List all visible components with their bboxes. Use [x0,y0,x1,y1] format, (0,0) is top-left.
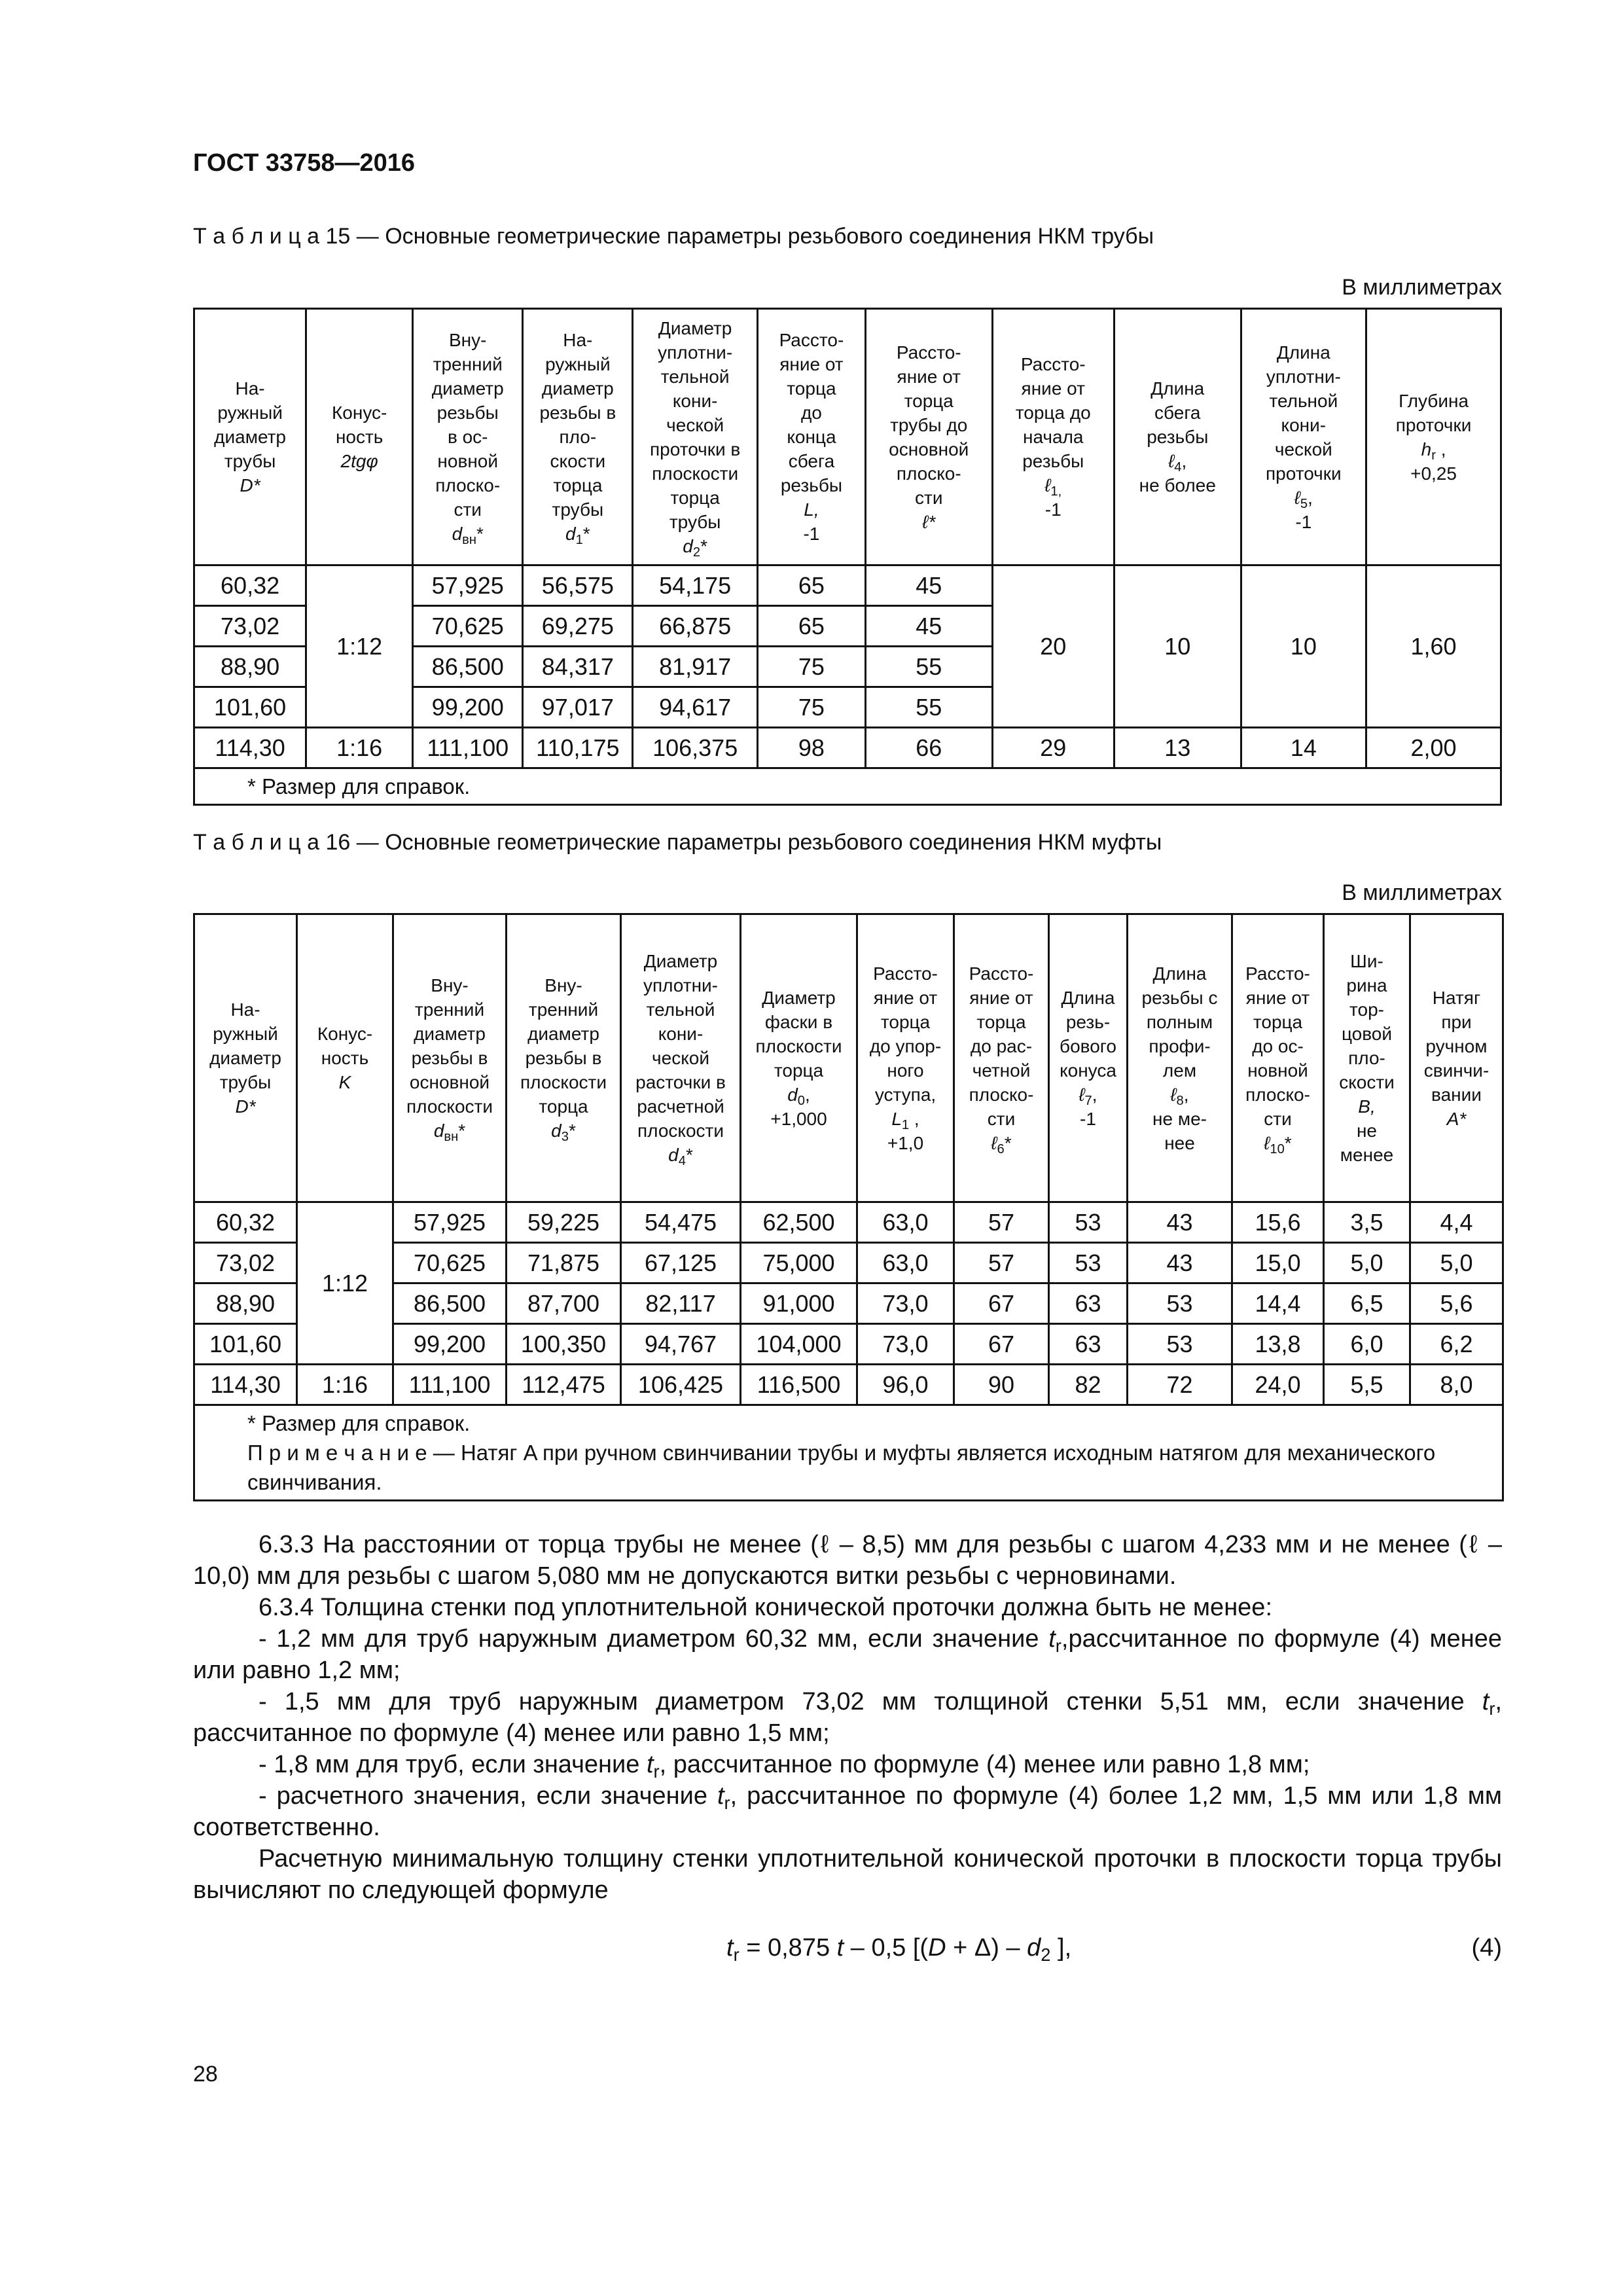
t16-cell: 82 [1049,1365,1128,1405]
formula-4: $t_r = 0,875$ t – 0,5 [$(D + \Delta) - d_2$ ], [726,1934,1072,1965]
t15-cell-l4-merged: 10 [1114,565,1241,728]
t16-cell: 5,0 [1324,1243,1410,1283]
table16-caption-text: 16 — Основные геометрические параметры резьбового соединения НКМ муфты [319,830,1162,855]
t15-cell-l1-merged: 20 [992,565,1114,728]
t16-h-outer-diameter: На- ружный диаметр трубы D* [194,914,297,1202]
t15-h-seal-diameter: Диаметр уплотни- тельной кони- ческой проточки в плоскости торца трубы $d_2*$ [633,309,758,565]
table15-caption-lead: Т а б л и ц а [193,224,320,249]
table16-note-row [194,1405,1503,1501]
t16-cell: 82,117 [621,1283,741,1324]
t16-h-cone-length-l7: Длина резь- бового конуса ℓ$_7$, -1 [1049,914,1128,1202]
table16-note-remark [247,1438,1495,1497]
body-text [193,1529,1502,1906]
t16-cell: 111,100 [393,1365,507,1405]
t16-h-distance-l6: Рассто- яние от торца до рас- четной плоско- сти ℓ$_6$* [954,914,1049,1202]
t15-cell: 84,317 [523,647,633,687]
t15-cell-taper-merged: 1:12 [306,565,413,728]
table16-caption [193,830,1162,855]
t15-cell: 86,500 [413,647,523,687]
t15-cell: 29 [992,728,1114,768]
table16-notes [194,1405,1503,1501]
t16-h-face-width-B: Ши- рина тор- цовой пло- скости B, не менее [1324,914,1410,1202]
t16-cell: 53 [1128,1283,1232,1324]
table15-caption-text: 15 — Основные геометрические параметры резьбового соединения НКМ трубы [319,224,1154,249]
t16-cell: 5,6 [1410,1283,1503,1324]
table15-note: * Размер для справок. [194,768,1501,805]
t15-cell: 70,625 [413,606,523,647]
table15-units: В миллиметрах [1342,275,1502,300]
t15-cell: 65 [757,606,865,647]
t16-cell: 116,500 [741,1365,857,1405]
t16-cell: 67 [954,1283,1049,1324]
table16-note-lead: П р и м е ч а н и е [247,1441,427,1465]
t16-cell: 24,0 [1232,1365,1324,1405]
t16-cell: 73,02 [194,1243,297,1283]
t16-h-makeup-A: Натяг при ручном свинчи- вании A* [1410,914,1503,1202]
t16-cell: 94,767 [621,1324,741,1365]
t15-h-outer-thread-diameter: На- ружный диаметр резьбы в пло- скости торца трубы $d_1*$ [523,309,633,565]
t15-h-distance-L: Рассто- яние от торца до конца сбега резьбы L, -1 [757,309,865,565]
t16-cell: 57,925 [393,1202,507,1243]
list-item: - 1,2 мм для труб наружным диаметром 60,32 мм, если значение $t_r,рассчитанное$ по формуле (4) менее или равно 1,2 мм; [193,1625,1502,1684]
t16-h-inner-diameter: Вну- тренний диаметр резьбы в основной плоскости $d_{вн}*$ [393,914,507,1202]
document-title: ГОСТ 33758—2016 [193,149,416,177]
t16-cell: 57 [954,1243,1049,1283]
t16-cell: 90 [954,1365,1049,1405]
t15-h-outer-diameter: На- ружный диаметр трубы D* [194,309,306,565]
t15-cell: 54,175 [633,565,758,606]
t16-cell: 53 [1049,1202,1128,1243]
t16-cell: 43 [1128,1243,1232,1283]
paragraph-6-3-4: 6.3.4 Толщина стенки под уплотнительной конической проточки должна быть не менее: [259,1594,1273,1621]
t15-h-seal-length-l5: Длина уплотни- тельной кони- ческой проточки ℓ$_5$, -1 [1241,309,1366,565]
t16-cell: 6,5 [1324,1283,1410,1324]
t15-cell: 57,925 [413,565,523,606]
t16-cell: 63 [1049,1324,1128,1365]
table16-units: В миллиметрах [1342,880,1502,905]
t15-cell-l5-merged: 10 [1241,565,1366,728]
t15-h-distance-l1: Рассто- яние от торца до начала резьбы ℓ$_{1,}$ -1 [992,309,1114,565]
t15-cell: 55 [865,687,992,728]
t16-cell: 57 [954,1202,1049,1243]
t16-cell: 53 [1128,1324,1232,1365]
t15-cell: 97,017 [523,687,633,728]
table16-header-row [194,914,1503,1202]
t15-h-groove-depth-hr: Глубина проточки $h_r$ , +0,25 [1366,309,1501,565]
t16-cell-taper-merged: 1:12 [297,1202,393,1365]
t15-cell: 88,90 [194,647,306,687]
t15-cell: 45 [865,565,992,606]
t16-h-inner-end-diameter: Вну- тренний диаметр резьбы в плоскости торца $d_3*$ [507,914,621,1202]
list-item: - 1,8 мм для труб, если значение $t_r$, рассчитанное по формуле (4) менее или равно 1,8 мм; [259,1751,1310,1782]
t16-cell: 101,60 [194,1324,297,1365]
t16-h-chamfer-diameter: Диаметр фаски в плоскости торца $d_0$, +1,000 [741,914,857,1202]
t16-cell: 67 [954,1324,1049,1365]
t15-cell: 66 [865,728,992,768]
t16-cell: 72 [1128,1365,1232,1405]
t16-cell: 112,475 [507,1365,621,1405]
t16-cell: 4,4 [1410,1202,1503,1243]
t16-cell: 100,350 [507,1324,621,1365]
t16-cell: 3,5 [1324,1202,1410,1243]
t15-h-runout-l4: Длина сбега резьбы ℓ$_4$, не более [1114,309,1241,565]
t16-cell: 15,0 [1232,1243,1324,1283]
t15-cell: 99,200 [413,687,523,728]
t15-cell: 106,375 [633,728,758,768]
t15-cell: 101,60 [194,687,306,728]
t16-h-bore-diameter: Диаметр уплотни- тельной кони- ческой расточки в расчетной плоскости $d_4*$ [621,914,741,1202]
t15-cell: 13 [1114,728,1241,768]
t16-cell: 5,5 [1324,1365,1410,1405]
t16-h-taper: Конус- ность K [297,914,393,1202]
list-item: - расчетного значения, если значение $t_r$, рассчитанное по формуле (4) более 1,2 мм, 1,5 мм или 1,8 мм соответственно. [193,1782,1503,1841]
t16-cell: 67,125 [621,1243,741,1283]
t15-cell: 1:16 [306,728,413,768]
t16-cell: 104,000 [741,1324,857,1365]
t15-cell: 56,575 [523,565,633,606]
t15-cell: 60,32 [194,565,306,606]
t16-cell: 73,0 [857,1324,954,1365]
table-row [194,1365,1503,1405]
t16-cell: 63,0 [857,1243,954,1283]
t16-cell: 43 [1128,1202,1232,1243]
table-row [194,728,1501,768]
t16-h-distance-L1: Рассто- яние от торца до упор- ного уступа, $L_1$ , +1,0 [857,914,954,1202]
t15-cell: 110,175 [523,728,633,768]
t16-cell: 87,700 [507,1283,621,1324]
table16-caption-lead: Т а б л и ц а [193,830,320,855]
t15-cell: 66,875 [633,606,758,647]
t16-cell: 75,000 [741,1243,857,1283]
table15-caption [193,224,1154,249]
table15-note-row [194,768,1501,805]
table-row [194,565,1501,606]
t16-h-distance-l10: Рассто- яние от торца до ос- новной плоско- сти ℓ$_{10}$* [1232,914,1324,1202]
t15-cell: 14 [1241,728,1366,768]
t16-cell: 8,0 [1410,1365,1503,1405]
table-row [194,1202,1503,1243]
t16-cell: 6,0 [1324,1324,1410,1365]
t15-cell: 55 [865,647,992,687]
t15-cell: 98 [757,728,865,768]
list-item: - 1,5 мм для труб наружным диаметром 73,02 мм толщиной стенки 5,51 мм, если значение $t_r$, рассчитанное по формуле (4) менее или равно 1,5 мм; [193,1688,1502,1747]
t15-cell: 2,00 [1366,728,1501,768]
table15 [193,308,1502,806]
t15-cell: 45 [865,606,992,647]
t16-cell: 13,8 [1232,1324,1324,1365]
t15-cell: 114,30 [194,728,306,768]
t16-cell: 60,32 [194,1202,297,1243]
t15-cell: 111,100 [413,728,523,768]
t15-h-distance-l: Рассто- яние от торца трубы до основной плоско- сти ℓ* [865,309,992,565]
t16-cell: 63 [1049,1283,1128,1324]
table15-header-row [194,309,1501,565]
table16 [193,913,1504,1501]
t16-cell: 63,0 [857,1202,954,1243]
t15-h-taper: Конус- ность 2tgφ [306,309,413,565]
t15-cell: 69,275 [523,606,633,647]
t16-cell: 14,4 [1232,1283,1324,1324]
t16-cell: 114,30 [194,1365,297,1405]
t15-cell: 73,02 [194,606,306,647]
t15-cell-hr-merged: 1,60 [1366,565,1501,728]
page-number: 28 [193,2062,218,2087]
t15-cell: 75 [757,647,865,687]
t16-cell: 86,500 [393,1283,507,1324]
t16-cell: 59,225 [507,1202,621,1243]
t15-cell: 75 [757,687,865,728]
t16-cell: 88,90 [194,1283,297,1324]
paragraph-6-3-3: 6.3.3 На расстоянии от торца трубы не менее (ℓ – 8,5) мм для резьбы с шагом 4,233 мм и не менее (ℓ – 10,0) мм для резьбы с шагом 5,080 мм не допускаются витки резьбы с черновинами. [193,1531,1502,1590]
t16-cell: 54,475 [621,1202,741,1243]
t15-cell: 94,617 [633,687,758,728]
t16-cell: 1:16 [297,1365,393,1405]
table16-note-text: — Натяг A при ручном свинчивании трубы и муфты является исходным натягом для механического свинчивания. [247,1441,1436,1494]
t15-cell: 65 [757,565,865,606]
paragraph-formula-intro: Расчетную минимальную толщину стенки уплотнительной конической проточки в плоскости торца трубы вычисляют по следующей формуле [193,1845,1502,1904]
t16-cell: 5,0 [1410,1243,1503,1283]
t16-cell: 73,0 [857,1283,954,1324]
t15-cell: 81,917 [633,647,758,687]
formula-number: (4) [1471,1934,1502,1962]
t16-cell: 62,500 [741,1202,857,1243]
t16-cell: 71,875 [507,1243,621,1283]
t16-cell: 96,0 [857,1365,954,1405]
t16-cell: 70,625 [393,1243,507,1283]
table16-note-ref: * Размер для справок. [247,1411,471,1435]
t16-cell: 106,425 [621,1365,741,1405]
t16-cell: 99,200 [393,1324,507,1365]
t16-cell: 91,000 [741,1283,857,1324]
t16-cell: 6,2 [1410,1324,1503,1365]
t15-h-inner-diameter: Вну- тренний диаметр резьбы в ос- новной плоско- сти $d_{вн}*$ [413,309,523,565]
t16-h-full-thread-l8: Длина резьбы с полным профи- лем ℓ$_8$, не ме- нее [1128,914,1232,1202]
t16-cell: 53 [1049,1243,1128,1283]
t16-cell: 15,6 [1232,1202,1324,1243]
